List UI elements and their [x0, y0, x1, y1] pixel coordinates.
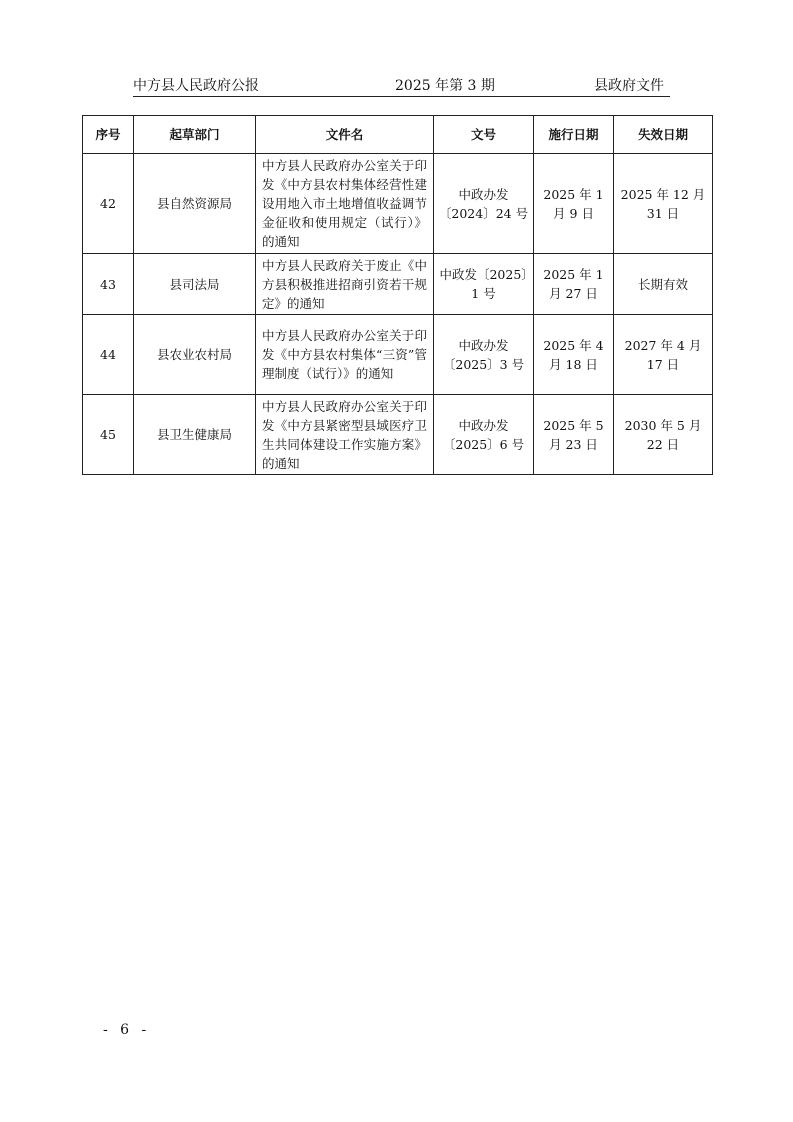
column-header-effective: 施行日期	[534, 116, 614, 154]
column-header-expiry: 失效日期	[614, 116, 713, 154]
table-row	[83, 395, 713, 475]
row-expiry: 2025 年 12 月 31 日	[614, 154, 713, 254]
row-dept: 县自然资源局	[134, 154, 256, 254]
row-effective: 2025 年 5 月 23 日	[534, 395, 614, 475]
row-dept: 县农业农村局	[134, 315, 256, 395]
row-title: 中方县人民政府办公室关于印发《中方县紧密型县域医疗卫生共同体建设工作实施方案》的通知	[256, 395, 434, 475]
section-name: 县政府文件	[594, 78, 664, 94]
row-title: 中方县人民政府办公室关于印发《中方县农村集体经营性建设用地入市土地增值收益调节金征收和使用规定（试行）》的通知	[256, 154, 434, 254]
row-dept: 县司法局	[134, 254, 256, 315]
gazette-name: 中方县人民政府公报	[133, 78, 259, 94]
row-title: 中方县人民政府关于废止《中方县积极推进招商引资若干规定》的通知	[256, 254, 434, 315]
page-number: - 6 -	[103, 1022, 151, 1038]
table-row	[83, 315, 713, 395]
row-dept: 县卫生健康局	[134, 395, 256, 475]
row-doc-no: 中政办发〔2025〕6 号	[434, 395, 534, 475]
row-doc-no: 中政办发〔2024〕24 号	[434, 154, 534, 254]
row-expiry: 长期有效	[614, 254, 713, 315]
row-effective: 2025 年 4 月 18 日	[534, 315, 614, 395]
document-table	[82, 115, 713, 475]
row-expiry: 2030 年 5 月 22 日	[614, 395, 713, 475]
table-row	[83, 254, 713, 315]
table-header-row	[83, 116, 713, 154]
column-header-dept: 起草部门	[134, 116, 256, 154]
column-header-doc-no: 文号	[434, 116, 534, 154]
row-doc-no: 中政发〔2025〕1 号	[434, 254, 534, 315]
column-header-no: 序号	[83, 116, 134, 154]
running-header	[133, 76, 670, 97]
row-no: 45	[83, 395, 134, 475]
issue-number: 2025 年第 3 期	[395, 78, 495, 94]
row-expiry: 2027 年 4 月 17 日	[614, 315, 713, 395]
row-no: 42	[83, 154, 134, 254]
row-title: 中方县人民政府办公室关于印发《中方县农村集体“三资”管理制度（试行）》的通知	[256, 315, 434, 395]
row-effective: 2025 年 1 月 9 日	[534, 154, 614, 254]
row-no: 44	[83, 315, 134, 395]
row-no: 43	[83, 254, 134, 315]
column-header-title: 文件名	[256, 116, 434, 154]
table-row	[83, 154, 713, 254]
row-doc-no: 中政办发〔2025〕3 号	[434, 315, 534, 395]
row-effective: 2025 年 1 月 27 日	[534, 254, 614, 315]
